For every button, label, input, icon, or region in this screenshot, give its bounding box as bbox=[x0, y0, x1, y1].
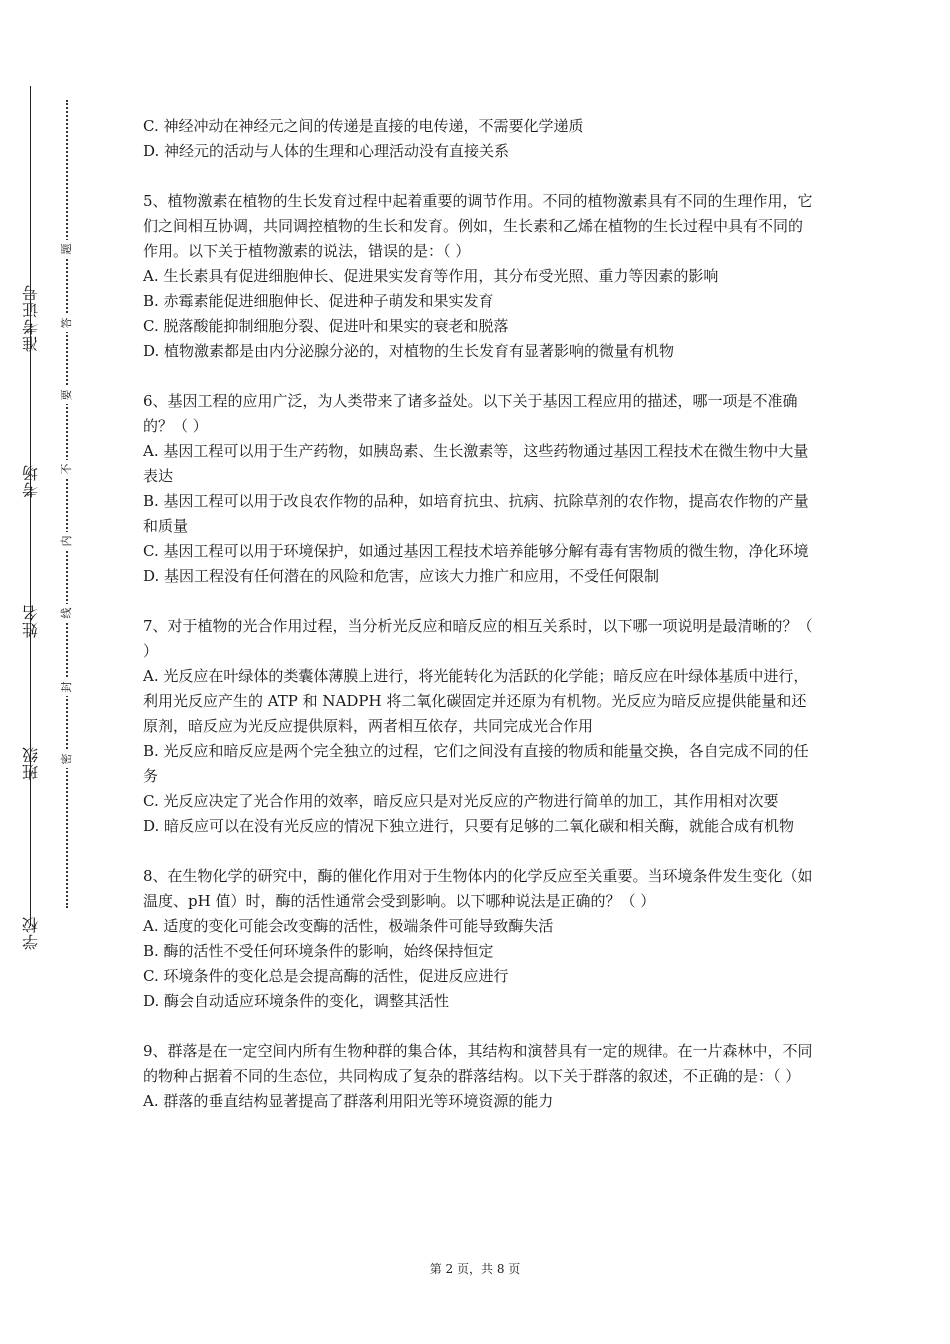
seal-char: 密 bbox=[58, 750, 76, 768]
option-b: B. 酶的活性不受任何环境条件的影响，始终保持恒定 bbox=[143, 942, 494, 960]
question-stem: 8、在生物化学的研究中，酶的催化作用对于生物体内的化学反应至关重要。当环境条件发生变化（如温度、pH 值）时，酶的活性通常会受到影响。以下哪种说法是正确的？（ ） bbox=[143, 867, 813, 910]
option-b: B. 基因工程可以用于改良农作物的品种，如培育抗虫、抗病、抗除草剂的农作物，提高农作物的产量和质量 bbox=[143, 492, 809, 535]
option-a: A. 基因工程可以用于生产药物，如胰岛素、生长激素等，这些药物通过基因工程技术在微生物中大量表达 bbox=[143, 442, 809, 485]
option-c: C. 神经冲动在神经元之间的传递是直接的电传递，不需要化学递质 bbox=[143, 117, 584, 135]
seal-char: 内 bbox=[58, 532, 76, 550]
option-c: C. 脱落酸能抑制细胞分裂、促进叶和果实的衰老和脱落 bbox=[143, 317, 509, 335]
option-d: D. 暗反应可以在没有光反应的情况下独立进行，只要有足够的二氧化碳和相关酶，就能合成有机物 bbox=[143, 817, 795, 835]
option-a: A. 生长素具有促进细胞伸长、促进果实发育等作用，其分布受光照、重力等因素的影响 bbox=[143, 267, 719, 285]
option-a: A. 适度的变化可能会改变酶的活性，极端条件可能导致酶失活 bbox=[143, 917, 554, 935]
binding-label: 学校 bbox=[21, 916, 41, 950]
binding-field-exam-room bbox=[18, 432, 44, 498]
binding-label: 姓名 bbox=[21, 604, 41, 638]
question-list bbox=[143, 114, 815, 1139]
question-stem: 6、基因工程的应用广泛，为人类带来了诸多益处。以下关于基因工程应用的描述，哪一项是不准确的？（ ） bbox=[143, 392, 798, 435]
question-6 bbox=[143, 389, 815, 589]
question-9 bbox=[143, 1039, 815, 1114]
seal-char: 答 bbox=[58, 314, 76, 332]
seal-dotted-rule bbox=[66, 100, 68, 908]
binding-label: 考场 bbox=[21, 464, 41, 498]
option-d: D. 神经元的活动与人体的生理和心理活动没有直接关系 bbox=[143, 142, 510, 160]
question-stem: 9、群落是在一定空间内所有生物种群的集合体，其结构和演替具有一定的规律。在一片森林中，不同的物种占据着不同的生态位，共同构成了复杂的群落结构。以下关于群落的叙述，不正确的是：（ ） bbox=[143, 1042, 813, 1085]
seal-char: 要 bbox=[58, 386, 76, 404]
option-c: C. 光反应决定了光合作用的效率，暗反应只是对光反应的产物进行简单的加工，其作用相对次要 bbox=[143, 792, 779, 810]
question-stem: 7、对于植物的光合作用过程，当分析光反应和暗反应的相互关系时，以下哪一项说明是最清晰的？（ ） bbox=[143, 617, 813, 660]
binding-label: 班级 bbox=[21, 746, 41, 780]
question-7 bbox=[143, 614, 815, 839]
question-4-continued bbox=[143, 114, 815, 164]
seal-char: 题 bbox=[58, 240, 76, 258]
seal-char: 不 bbox=[58, 460, 76, 478]
question-8 bbox=[143, 864, 815, 1014]
binding-field-exam-number bbox=[18, 226, 44, 352]
option-b: B. 光反应和暗反应是两个完全独立的过程，它们之间没有直接的物质和能量交换，各自完成不同的任务 bbox=[143, 742, 809, 785]
seal-char: 线 bbox=[58, 604, 76, 622]
binding-field-school bbox=[18, 884, 44, 950]
option-d: D. 植物激素都是由内分泌腺分泌的，对植物的生长发育有显著影响的微量有机物 bbox=[143, 342, 675, 360]
option-a: A. 群落的垂直结构显著提高了群落利用阳光等环境资源的能力 bbox=[143, 1092, 554, 1110]
option-d: D. 酶会自动适应环境条件的变化，调整其活性 bbox=[143, 992, 450, 1010]
binding-field-name bbox=[18, 572, 44, 638]
binding-field-class bbox=[18, 714, 44, 780]
seal-char: 封 bbox=[58, 678, 76, 696]
option-c: C. 环境条件的变化总是会提高酶的活性，促进反应进行 bbox=[143, 967, 509, 985]
question-5 bbox=[143, 189, 815, 364]
option-b: B. 赤霉素能促进细胞伸长、促进种子萌发和果实发育 bbox=[143, 292, 494, 310]
option-a: A. 光反应在叶绿体的类囊体薄膜上进行，将光能转化为活跃的化学能；暗反应在叶绿体基质中进行，利用光反应产生的 ATP 和 NADPH 将二氧化碳固定并还原为有机物。光反应为暗反应提供能量和还原剂，暗反应为光反应提供原料，两者相互依存，共同完成光合作用 bbox=[143, 667, 809, 735]
binding-label: 准考证号 bbox=[21, 284, 41, 352]
option-d: D. 基因工程没有任何潜在的风险和危害，应该大力推广和应用，不受任何限制 bbox=[143, 567, 660, 585]
option-c: C. 基因工程可以用于环境保护，如通过基因工程技术培养能够分解有毒有害物质的微生物，净化环境 bbox=[143, 542, 809, 560]
question-stem: 5、植物激素在植物的生长发育过程中起着重要的调节作用。不同的植物激素具有不同的生理作用，它们之间相互协调，共同调控植物的生长和发育。例如，生长素和乙烯在植物的生长过程中具有不同的作用。以下关于植物激素的说法，错误的是：（ ） bbox=[143, 192, 813, 260]
binding-solid-rule bbox=[30, 86, 31, 926]
page-footer: 第 2 页，共 8 页 bbox=[429, 1262, 521, 1276]
